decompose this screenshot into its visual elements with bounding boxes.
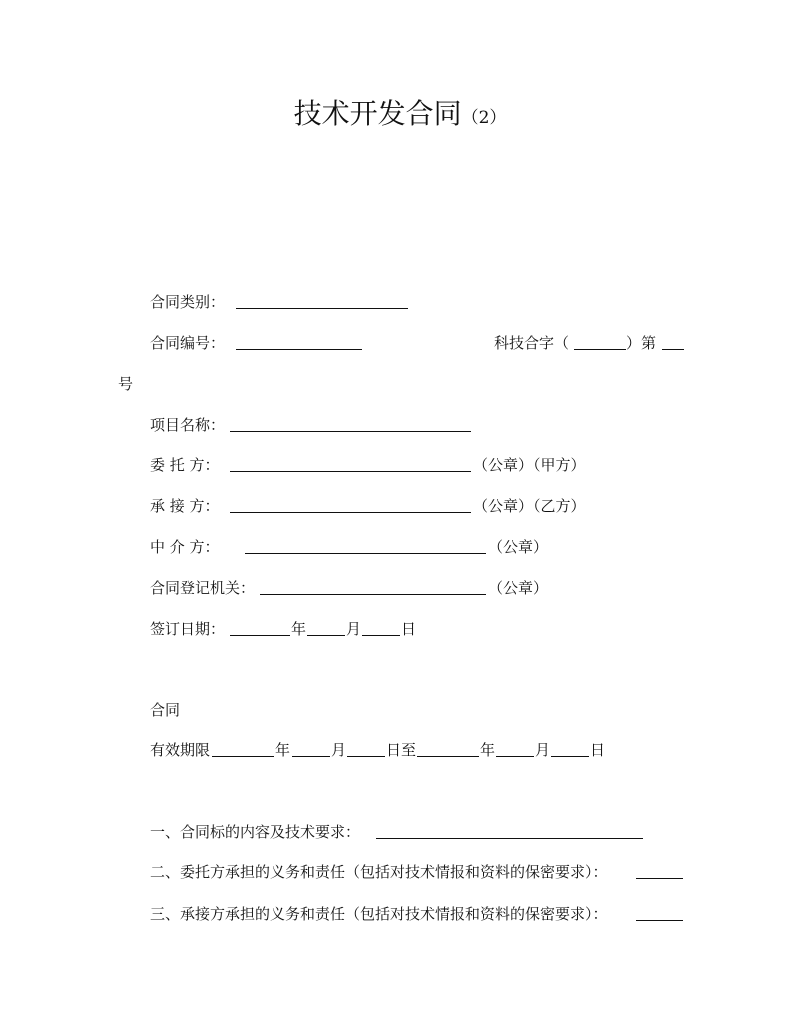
validity-day2-label: 日 <box>590 741 606 759</box>
sign-month-field[interactable] <box>307 635 345 636</box>
validity-year2-label: 年 <box>480 741 496 759</box>
contract-no-field[interactable] <box>236 349 362 350</box>
contract-type-field[interactable] <box>236 308 408 309</box>
section-3-heading: 三、承接方承担的义务和责任（包括对技术情报和资料的保密要求）： <box>150 905 608 923</box>
validity-end-year-field[interactable] <box>417 756 479 757</box>
section-2-field[interactable] <box>636 878 683 879</box>
registration-label: 合同登记机关： <box>150 579 256 597</box>
entrusting-seal: （公章）（甲方） <box>473 456 586 474</box>
sign-day-label: 日 <box>401 620 417 638</box>
sci-tech-field[interactable] <box>574 349 626 350</box>
sign-day-field[interactable] <box>362 635 400 636</box>
section-1-field[interactable] <box>376 838 643 839</box>
validity-start-day-field[interactable] <box>347 756 385 757</box>
registration-field[interactable] <box>260 594 486 595</box>
validity-label-2: 有效期限 <box>150 741 211 759</box>
entrusting-field[interactable] <box>230 471 471 472</box>
sci-tech-number-field[interactable] <box>662 349 684 350</box>
sci-tech-hao: 号 <box>118 375 134 393</box>
project-name-field[interactable] <box>230 431 471 432</box>
document-title <box>0 96 800 136</box>
validity-start-year-field[interactable] <box>212 756 274 757</box>
sign-month-label: 月 <box>346 620 362 638</box>
contractor-label: 承 接 方： <box>150 497 220 515</box>
section-3-field[interactable] <box>636 920 683 921</box>
title-suffix: （2） <box>461 108 507 128</box>
entrusting-label: 委 托 方： <box>150 456 220 474</box>
sign-year-field[interactable] <box>230 635 290 636</box>
registration-seal: （公章） <box>488 579 549 597</box>
sign-year-label: 年 <box>291 620 307 638</box>
validity-month-label: 月 <box>331 741 347 759</box>
validity-end-month-field[interactable] <box>496 756 534 757</box>
sign-date-label: 签订日期： <box>150 620 226 638</box>
validity-day-to-label: 日至 <box>386 741 417 759</box>
validity-end-day-field[interactable] <box>551 756 589 757</box>
intermediary-field[interactable] <box>245 553 486 554</box>
validity-label-1: 合同 <box>150 701 181 719</box>
contractor-seal: （公章）（乙方） <box>473 497 586 515</box>
title-main: 技术开发合同 <box>293 97 462 130</box>
validity-year-label: 年 <box>275 741 291 759</box>
section-2-heading: 二、委托方承担的义务和责任（包括对技术情报和资料的保密要求）： <box>150 863 608 881</box>
section-1-heading: 一、合同标的内容及技术要求： <box>150 823 361 841</box>
sci-tech-close: ）第 <box>626 334 657 352</box>
sci-tech-prefix: 科技合字（ <box>494 334 570 352</box>
intermediary-seal: （公章） <box>488 538 549 556</box>
contract-no-label: 合同编号： <box>150 334 226 352</box>
intermediary-label: 中 介 方： <box>150 538 220 556</box>
validity-month2-label: 月 <box>535 741 551 759</box>
validity-start-month-field[interactable] <box>292 756 330 757</box>
contractor-field[interactable] <box>230 512 471 513</box>
contract-type-label: 合同类别： <box>150 293 226 311</box>
project-name-label: 项目名称： <box>150 416 226 434</box>
